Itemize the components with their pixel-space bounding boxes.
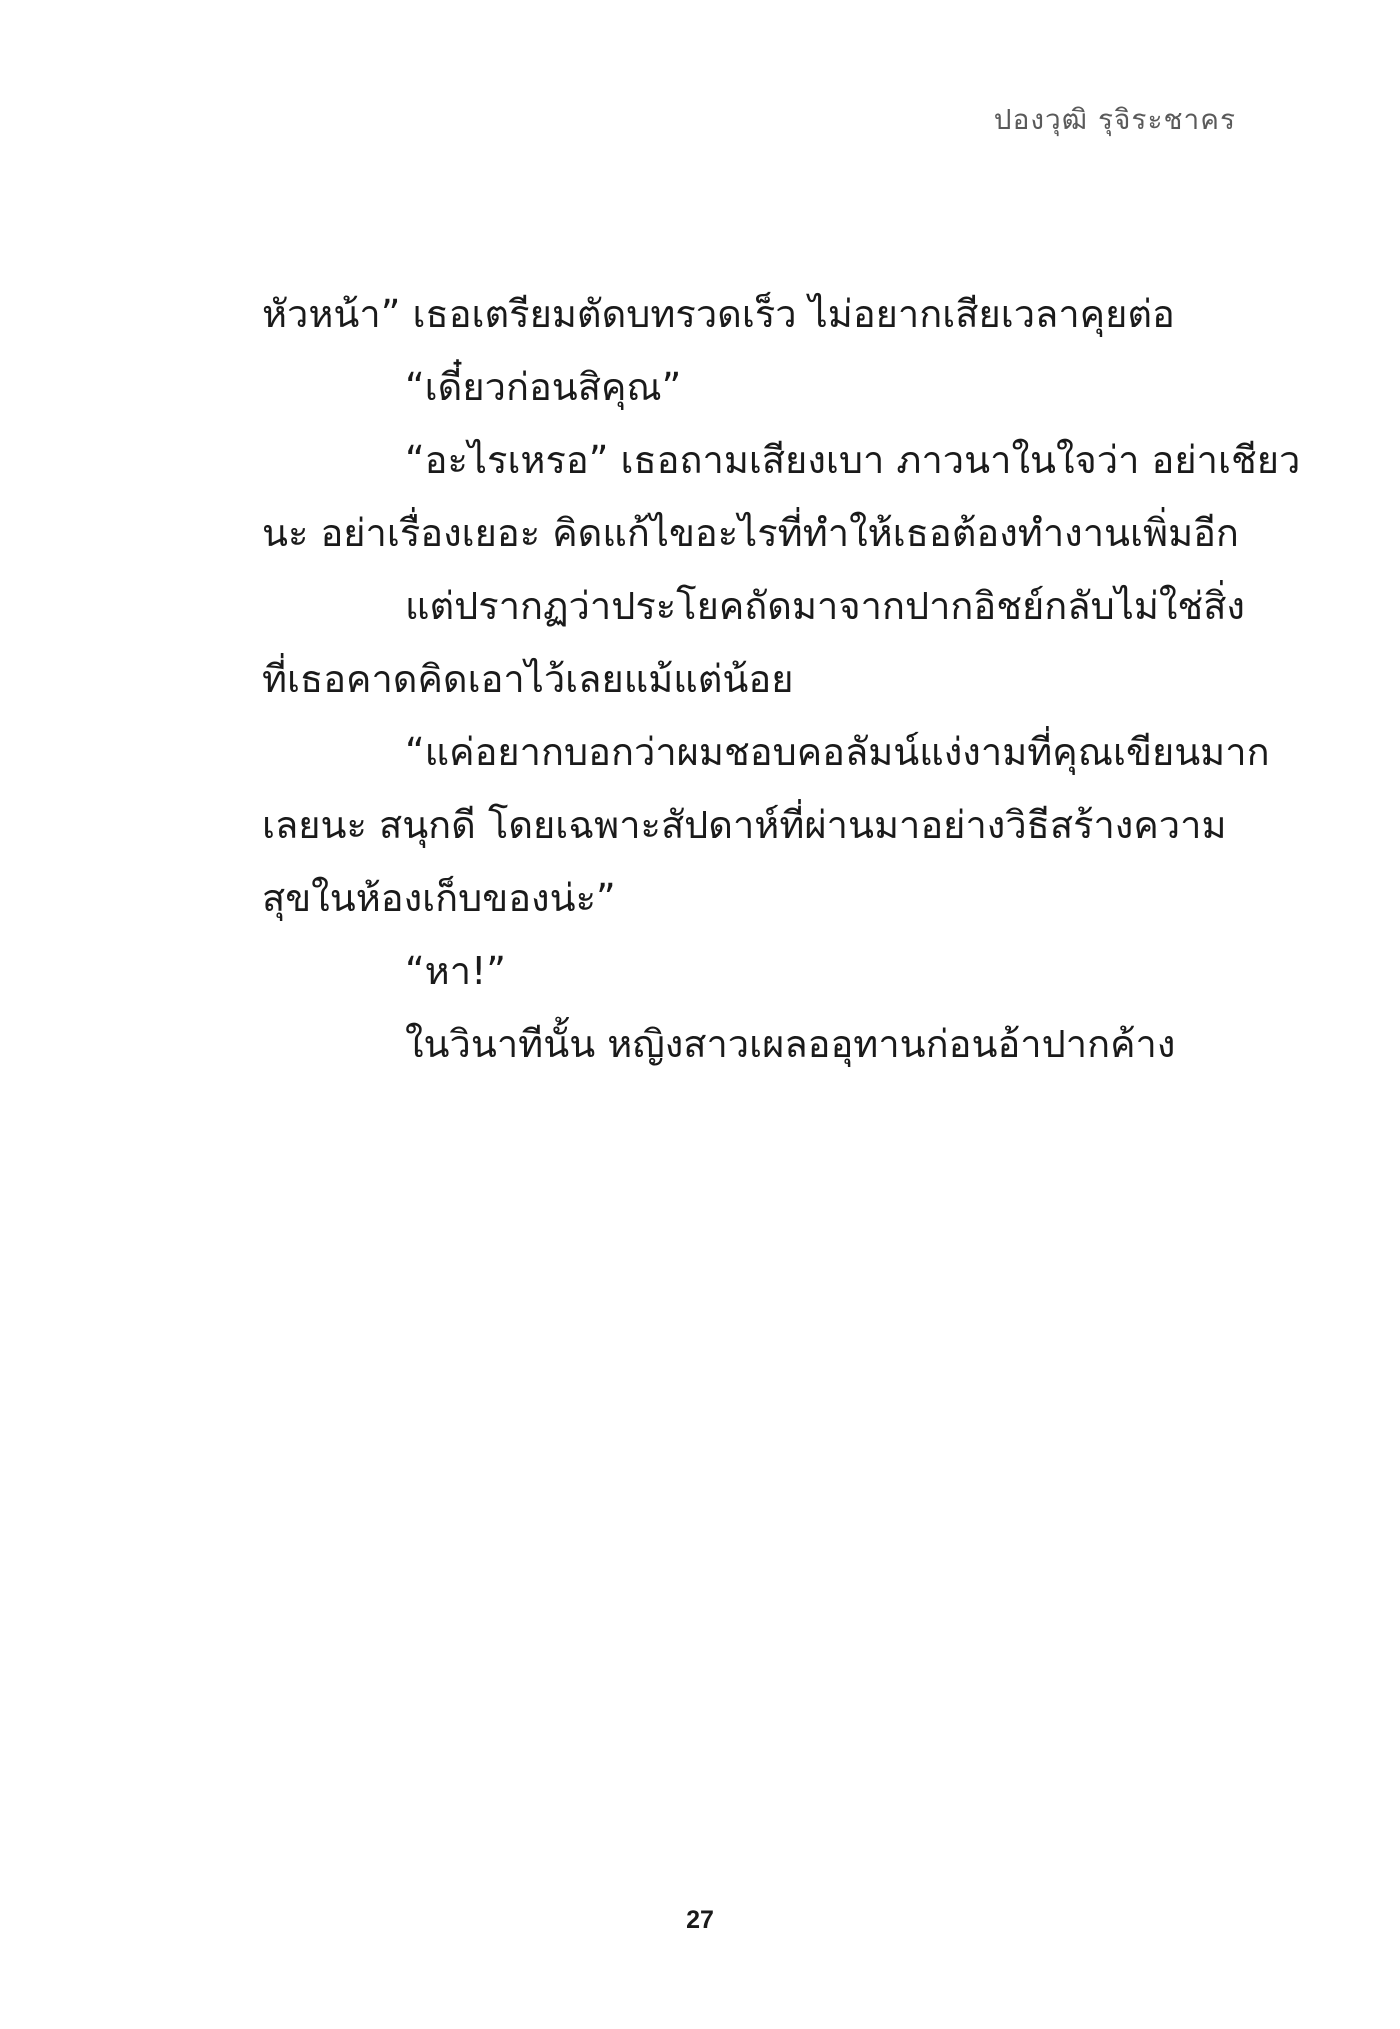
text-line: สุขในห้องเก็บของน่ะ”: [262, 876, 616, 920]
running-header-author: ปองวุฒิ รุจิระชาคร: [993, 103, 1236, 136]
text-line: ในวินาทีนั้น หญิงสาวเผลออุทานก่อนอ้าปากค้าง: [405, 1022, 1176, 1066]
text-line: “หา!”: [405, 949, 506, 993]
text-line: “อะไรเหรอ” เธอถามเสียงเบา ภาวนาในใจว่า อย่าเชียว: [405, 438, 1301, 482]
text-line: ที่เธอคาดคิดเอาไว้เลยแม้แต่น้อย: [262, 657, 794, 701]
text-line: เลยนะ สนุกดี โดยเฉพาะสัปดาห์ที่ผ่านมาอย่างวิธีสร้างความ: [262, 803, 1227, 847]
body-text: [262, 278, 1301, 1081]
text-line: “แค่อยากบอกว่าผมชอบคอลัมน์แง่งามที่คุณเขียนมาก: [405, 730, 1270, 774]
text-line: “เดี๋ยวก่อนสิคุณ”: [405, 365, 682, 409]
page-number: 27: [686, 1906, 714, 1934]
text-line: หัวหน้า” เธอเตรียมตัดบทรวดเร็ว ไม่อยากเสียเวลาคุยต่อ: [262, 292, 1175, 336]
text-line: นะ อย่าเรื่องเยอะ คิดแก้ไขอะไรที่ทำให้เธอต้องทำงานเพิ่มอีก: [262, 511, 1239, 555]
text-line: แต่ปรากฏว่าประโยคถัดมาจากปากอิชย์กลับไม่ใช่สิ่ง: [405, 584, 1245, 628]
